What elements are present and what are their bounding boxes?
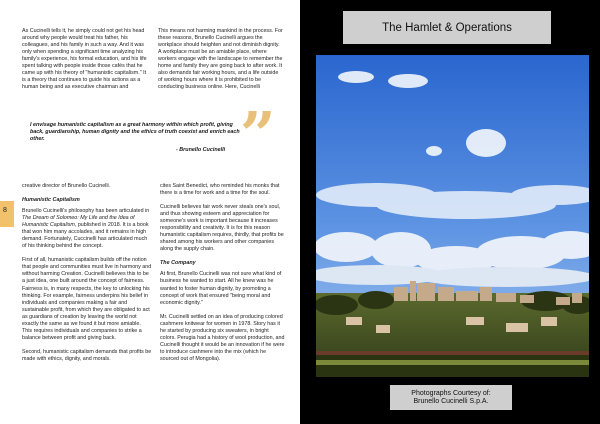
page-title: The Hamlet & Operations — [343, 11, 551, 44]
photo-credit — [390, 385, 512, 410]
paragraph: This means not harming mankind in the process. For these reasons, Brunello Cucinelli argues the workplace should heighten and not diminish dignity. A workplace must be an amiable place, where workers engage with the landscape to remember the home and family they are going back to after work. It also demands fair working hours, and a life outside of working hours where it is prohibited to be conducting business online. Here, Cucinelli — [158, 28, 283, 91]
paragraph: Cucinelli believes fair work never steals one's soul, and thus showing esteem and appreciation for someone's work is important because it increases responsibility and creativity. It is for this reason humanistic capitalism requires, thirdly, that profits be shared among his workers and other companies along the supply chain. — [160, 204, 284, 253]
hamlet-photo — [316, 55, 589, 377]
paragraph: At first, Brunello Cucinelli was not sure what kind of business he wanted to start. All he knew was he wanted to foster human dignity, by promoting a concept of work that ensured "being moral and economic dignity." — [160, 271, 282, 306]
pull-quote: I envisage humanistic capitalism as a great harmony within which profit, giving back, guardianship, human dignity and the ethics of truth coexist and enrich each other. — [30, 122, 240, 143]
paragraph: Mr. Cucinelli settled on an idea of producing colored cashmere knitwear for women in 1978. Story has it he started by producing six sweaters, in bright colors. Perugia had a history of wool production, and Cucinelli thought it would be an innovation if he were to introduce cashmere into the mix (which he sourced out of Mongolia). — [160, 313, 285, 362]
article-column-2-top — [158, 28, 283, 91]
text-run: published in 2018. It is a book that won him many accolades, and it remains in high demand. Fortunately, Cuccinelli has articulated much of his thinking behind the concept. — [22, 222, 149, 250]
right-page — [300, 0, 600, 424]
paragraph: As Cucinelli tells it, he simply could not get his head around why people would treat his father, his colleagues, and his family in such a way. And it was only when spending a significant time analyzing his family's experience, his formal education, and his life spent talking with people inside those cafés that he came up with his theory of "humanistic capitalism." It is a theory that continues to guide his actions as a human being and as executive chairman and — [22, 28, 147, 91]
paragraph: creative director of Brunello Cucinelli. — [22, 183, 111, 189]
credit-line: Brunello Cucinelli S.p.A. — [413, 397, 489, 405]
text-run: Brunello Cucinelli's philosophy has been articulated in — [22, 208, 150, 215]
page-number-tab — [0, 201, 14, 227]
paragraph — [22, 208, 152, 250]
article-column-2-bottom — [160, 183, 285, 370]
paragraph: First of all, humanistic capitalism builds off the notion that people and communities must live in harmony and without harming Creation. Cucinelli believes this to be a just idea, one built around the concept of fairness. Fairness is, in many respects, the key to unlocking his thinking. For example, fairness underpins his belief in individuals and companies making a fair and sustainable profit, from which they are obligated to act as guardians of creation by leaving the world not exactly the same as we found it but more amiable. This requires individuals and companies to strike a balance between profit and giving back. — [22, 257, 152, 341]
paragraph: cites Saint Benedict, who reminded his monks that there is a time for work and a time for the soul. — [160, 183, 280, 197]
section-heading: The Company — [160, 260, 196, 267]
page-number: 8 — [3, 207, 7, 214]
article-column-1-bottom — [22, 183, 152, 370]
article-column-1-top — [22, 28, 149, 91]
quote-mark-icon: ” — [240, 98, 276, 171]
landscape-image — [316, 55, 589, 377]
paragraph: Second, humanistic capitalism demands that profits be made with ethics, dignity, and morals. — [22, 348, 152, 362]
quote-author: - Brunello Cucinelli — [176, 147, 226, 153]
section-heading: Humanistic Capitalism — [22, 197, 80, 204]
book-title: The Dream of Solomeo: My Life and the Idea of Humanistic Capitalism, — [22, 215, 135, 229]
credit-line: Photographs Courtesy of: — [411, 389, 491, 397]
